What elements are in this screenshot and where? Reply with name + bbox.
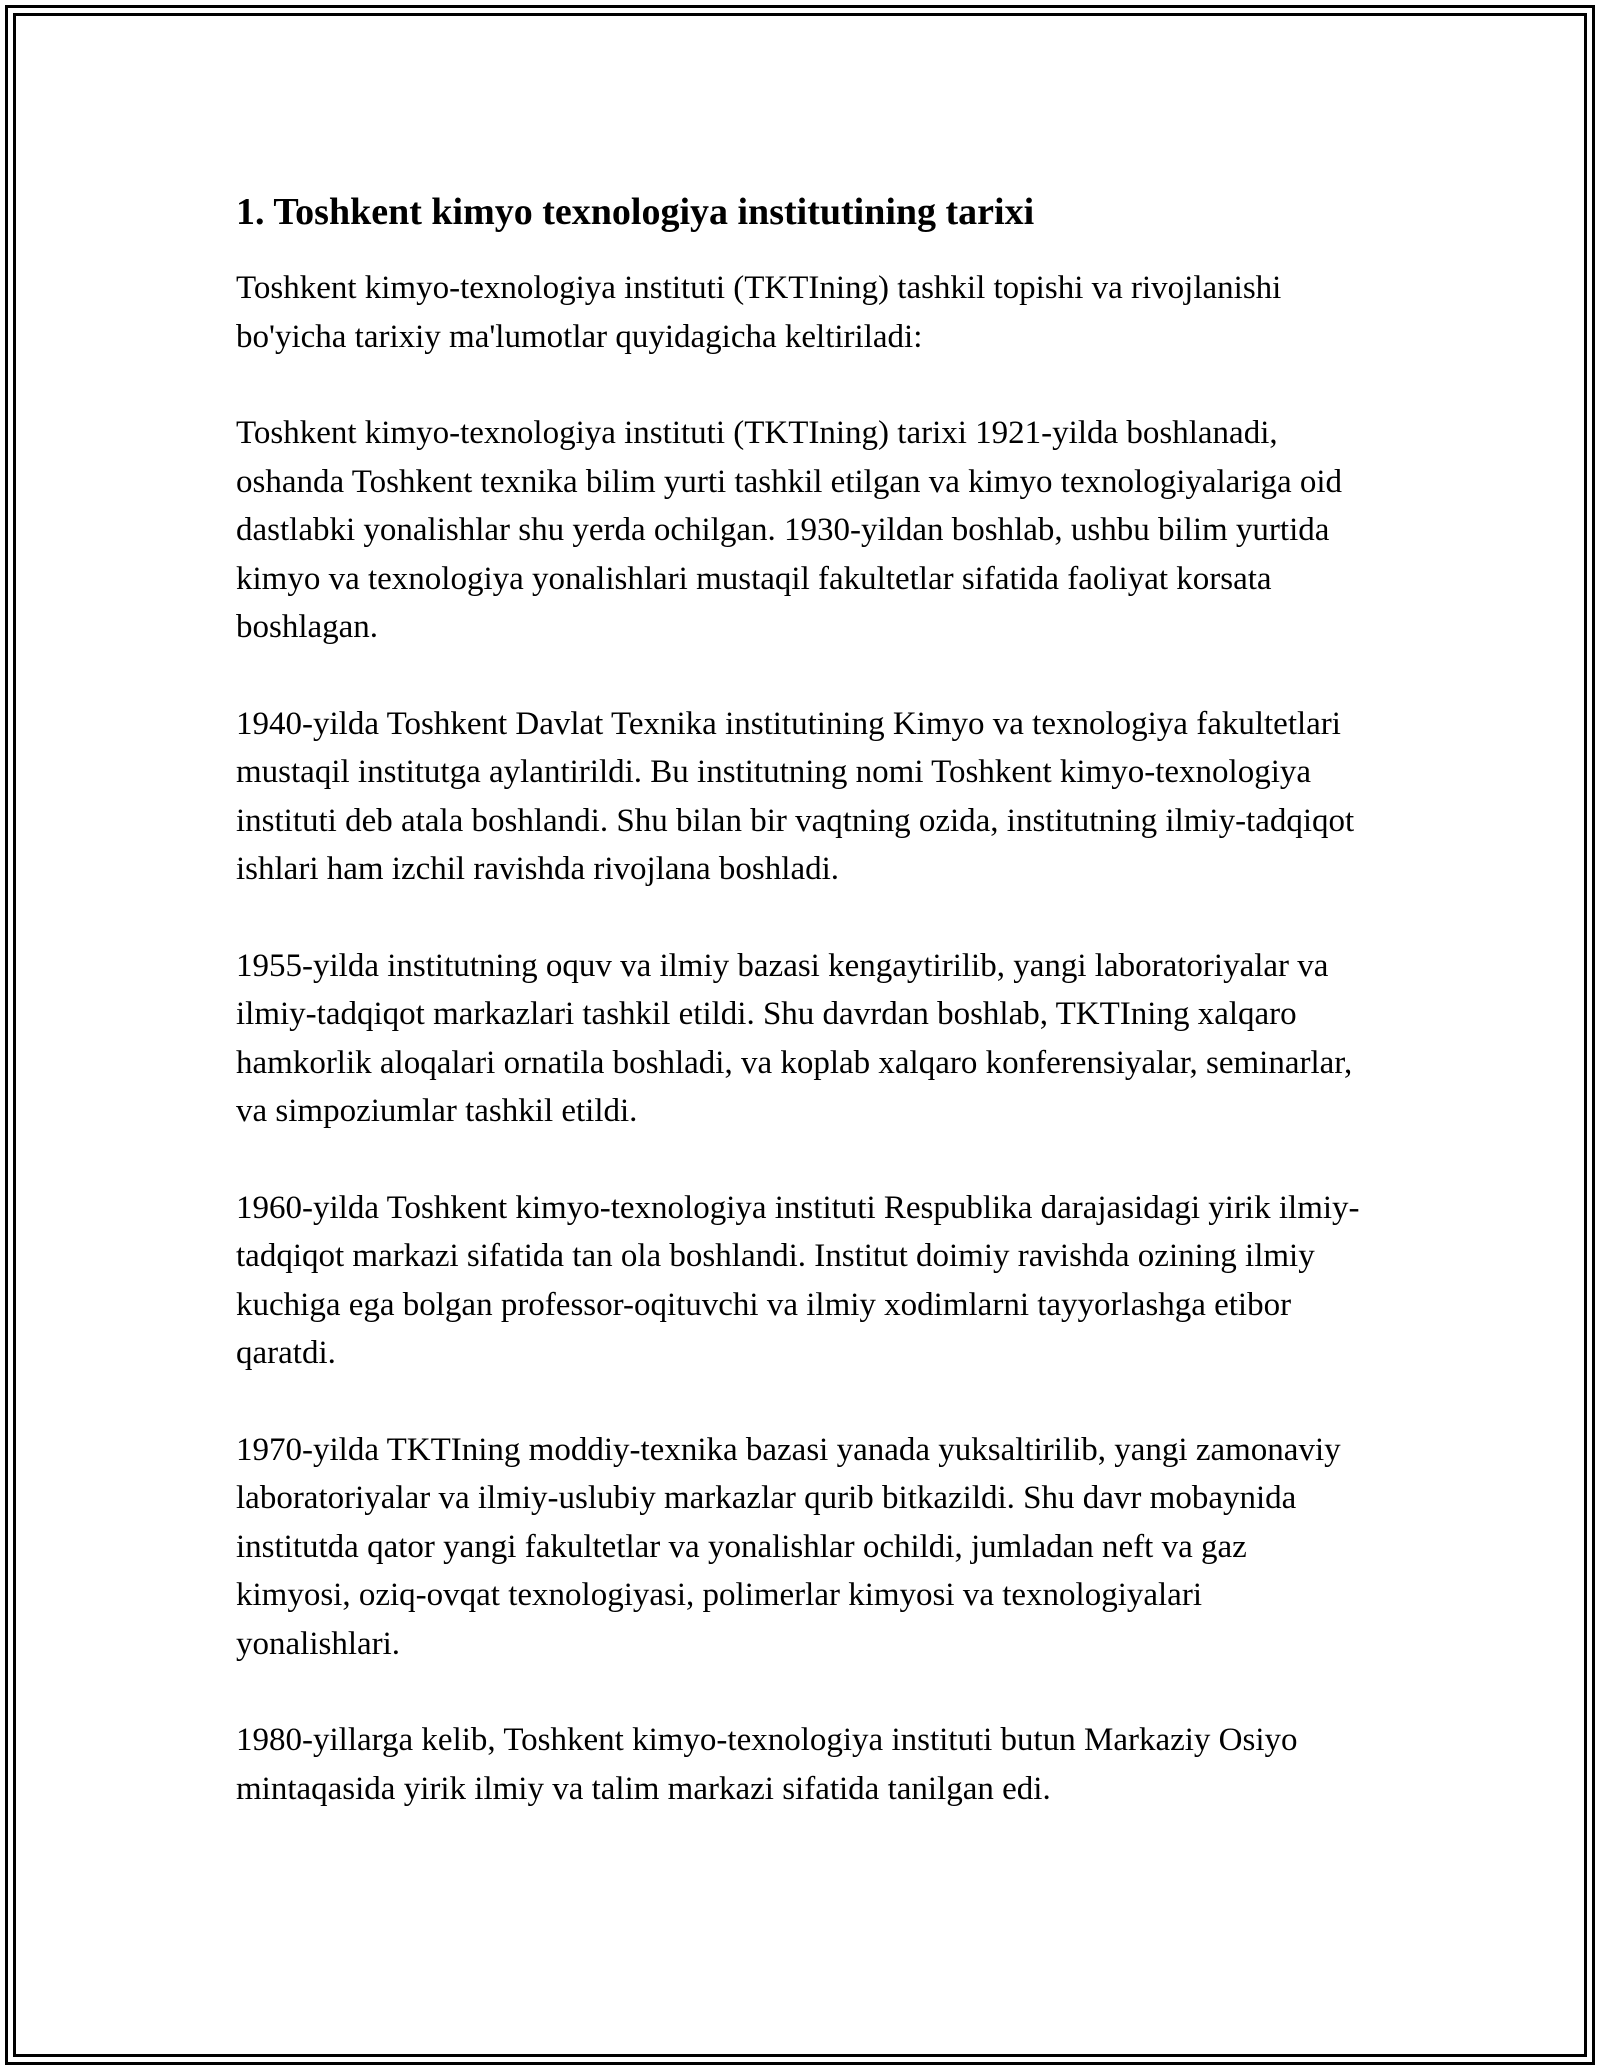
section-heading: 1. Toshkent kimyo texnologiya institutining tarixi xyxy=(236,191,1035,233)
paragraph-1955: 1955-yilda institutning oquv va ilmiy bazasi kengaytirilib, yangi laboratoriyalar va ilmiy-tadqiqot markazlari tashkil etildi. Shu davrdan boshlab, TKTIning xalqaro hamkorlik aloqalari ornatila boshladi, va koplab xalqaro konferensiyalar, seminarlar, va simpoziumlar tashkil etildi. xyxy=(236,947,1353,1129)
paragraph-1940: 1940-yilda Toshkent Davlat Texnika institutining Kimyo va texnologiya fakultetlari mustaqil institutga aylantirildi. Bu institutning nomi Toshkent kimyo-texnologiya instituti deb atala boshlandi. Shu bilan bir vaqtning ozida, institutning ilmiy-tadqiqot ishlari ham izchil ravishda rivojlana boshladi. xyxy=(236,705,1355,887)
document-body xyxy=(236,186,1366,1861)
intro-paragraph: Toshkent kimyo-texnologiya instituti (TKTIning) tashkil topishi va rivojlanishi bo'yicha tarixiy ma'lumotlar quyidagicha keltiriladi: xyxy=(236,270,1282,355)
paragraph-1980: 1980-yillarga kelib, Toshkent kimyo-texnologiya instituti butun Markaziy Osiyo mintaqasida yirik ilmiy va talim markazi sifatida tanilgan edi. xyxy=(236,1722,1298,1807)
paragraph-1960: 1960-yilda Toshkent kimyo-texnologiya instituti Respublika darajasidagi yirik ilmiy-tadqiqot markazi sifatida tan ola boshlandi. Institut doimiy ravishda ozining ilmiy kuchiga ega bolgan professor-oqituvchi va ilmiy xodimlarni tayyorlashga etibor qaratdi. xyxy=(236,1189,1360,1371)
paragraph-1921: Toshkent kimyo-texnologiya instituti (TKTIning) tarixi 1921-yilda boshlanadi, oshanda Toshkent texnika bilim yurti tashkil etilgan va kimyo texnologiyalariga oid dastlabki yonalishlar shu yerda ochilgan. 1930-yildan boshlab, ushbu bilim yurtida kimyo va texnologiya yonalishlari mustaqil fakultetlar sifatida faoliyat korsata boshlagan. xyxy=(236,415,1343,645)
paragraph-1970: 1970-yilda TKTIning moddiy-texnika bazasi yanada yuksaltirilib, yangi zamonaviy laboratoriyalar va ilmiy-uslubiy markazlar qurib bitkazildi. Shu davr mobaynida institutda qator yangi fakultetlar va yonalishlar ochildi, jumladan neft va gaz kimyosi, oziq-ovqat texnologiyasi, polimerlar kimyosi va texnologiyalari yonalishlari. xyxy=(236,1431,1341,1662)
